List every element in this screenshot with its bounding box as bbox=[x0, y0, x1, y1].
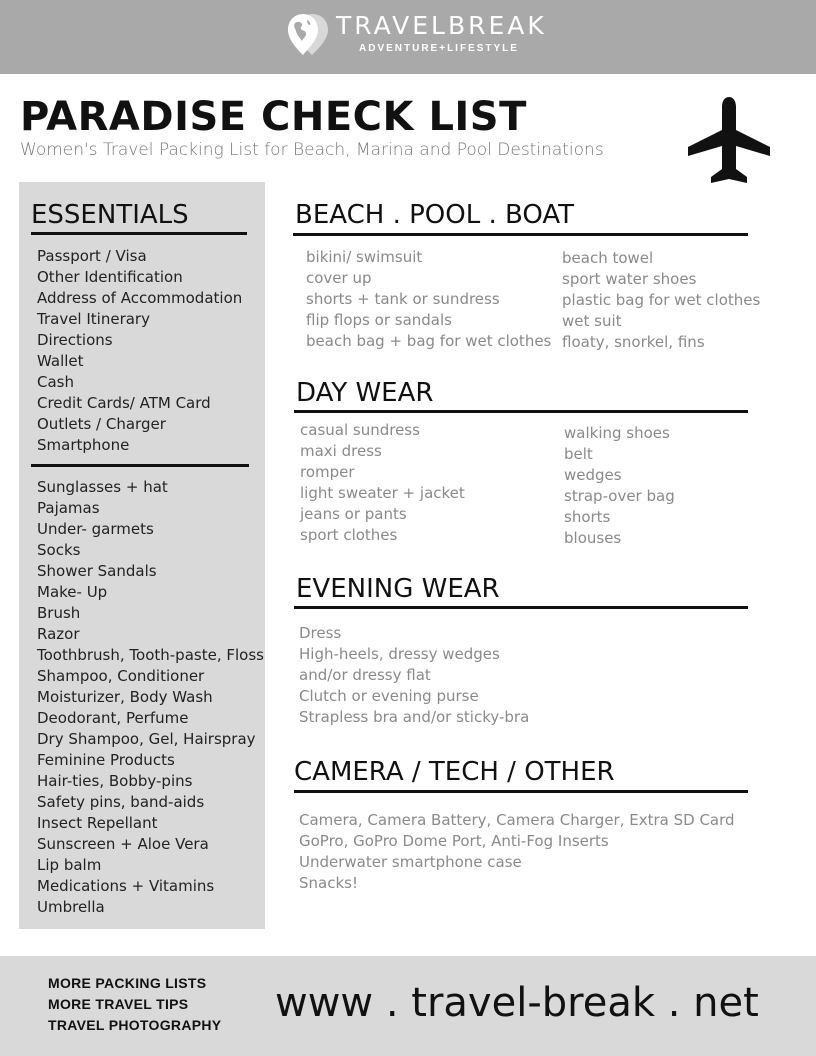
list-item: Camera, Camera Battery, Camera Charger, Extra SD Card bbox=[299, 811, 735, 829]
beach-section-title: BEACH . POOL . BOAT bbox=[295, 200, 575, 230]
location-pin-globe-icon bbox=[287, 12, 329, 56]
list-item: Moisturizer, Body Wash bbox=[37, 688, 213, 706]
list-item: Medications + Vitamins bbox=[37, 877, 215, 895]
list-item: Feminine Products bbox=[37, 751, 175, 769]
camera-tech-section-rule bbox=[294, 790, 748, 793]
list-item: Address of Accommodation bbox=[37, 289, 243, 307]
header-bar bbox=[0, 0, 816, 74]
list-item: Deodorant, Perfume bbox=[37, 709, 189, 727]
airplane-icon bbox=[684, 95, 774, 185]
evening-wear-list bbox=[299, 623, 529, 728]
list-item: Safety pins, band-aids bbox=[37, 793, 205, 811]
list-item: Snacks! bbox=[299, 874, 358, 892]
evening-wear-section-title: EVENING WEAR bbox=[296, 574, 500, 604]
day-wear-section-rule bbox=[294, 410, 748, 413]
list-item: beach bag + bag for wet clothes bbox=[306, 332, 552, 350]
list-item: Socks bbox=[37, 541, 81, 559]
list-item: casual sundress bbox=[300, 421, 420, 439]
list-item: shorts bbox=[564, 508, 611, 526]
list-item: blouses bbox=[564, 529, 622, 547]
list-item: Lip balm bbox=[37, 856, 102, 874]
footer-link-packing-lists[interactable]: MORE PACKING LISTS bbox=[48, 975, 207, 991]
footer-link-travel-photography[interactable]: TRAVEL PHOTOGRAPHY bbox=[48, 1017, 222, 1033]
brand-name: TRAVELBREAK bbox=[336, 11, 547, 40]
list-item: and/or dressy flat bbox=[299, 666, 431, 684]
list-item: Credit Cards/ ATM Card bbox=[37, 394, 211, 412]
list-item: Make- Up bbox=[37, 583, 108, 601]
list-item: belt bbox=[564, 445, 593, 463]
essentials-panel bbox=[19, 182, 265, 929]
list-item: strap-over bag bbox=[564, 487, 675, 505]
list-item: light sweater + jacket bbox=[300, 484, 465, 502]
list-item: Dress bbox=[299, 624, 342, 642]
list-item: maxi dress bbox=[300, 442, 382, 460]
list-item: Sunscreen + Aloe Vera bbox=[37, 835, 209, 853]
list-item: Smartphone bbox=[37, 436, 130, 454]
list-item: Clutch or evening purse bbox=[299, 687, 479, 705]
list-item: jeans or pants bbox=[300, 505, 407, 523]
footer-link-travel-tips[interactable]: MORE TRAVEL TIPS bbox=[48, 996, 189, 1012]
list-item: Other Identification bbox=[37, 268, 183, 286]
page-subtitle: Women's Travel Packing List for Beach, Marina and Pool Destinations bbox=[20, 140, 604, 160]
list-item: Underwater smartphone case bbox=[299, 853, 522, 871]
list-item: Pajamas bbox=[37, 499, 100, 517]
list-item: Cash bbox=[37, 373, 74, 391]
list-item: wet suit bbox=[562, 312, 622, 330]
list-item: beach towel bbox=[562, 249, 654, 267]
list-item: Directions bbox=[37, 331, 113, 349]
list-item: Travel Itinerary bbox=[37, 310, 150, 328]
website-url-link[interactable]: www . travel-break . net bbox=[275, 980, 759, 1026]
list-item: Umbrella bbox=[37, 898, 105, 916]
list-item: flip flops or sandals bbox=[306, 311, 452, 329]
list-item: Shower Sandals bbox=[37, 562, 157, 580]
list-item: romper bbox=[300, 463, 355, 481]
list-item: Razor bbox=[37, 625, 80, 643]
list-item: Dry Shampoo, Gel, Hairspray bbox=[37, 730, 256, 748]
list-item: Strapless bra and/or sticky-bra bbox=[299, 708, 530, 726]
list-item: Sunglasses + hat bbox=[37, 478, 168, 496]
camera-tech-section-title: CAMERA / TECH / OTHER bbox=[294, 757, 615, 787]
day-wear-list-right bbox=[564, 423, 675, 549]
essentials-title-rule bbox=[31, 232, 247, 235]
list-item: Under- garmets bbox=[37, 520, 154, 538]
list-item: wedges bbox=[564, 466, 622, 484]
list-item: cover up bbox=[306, 269, 372, 287]
list-item: sport clothes bbox=[300, 526, 398, 544]
list-item: bikini/ swimsuit bbox=[306, 248, 423, 266]
list-item: plastic bag for wet clothes bbox=[562, 291, 761, 309]
evening-wear-section-rule bbox=[294, 606, 748, 609]
beach-list-right bbox=[562, 248, 760, 353]
list-item: GoPro, GoPro Dome Port, Anti-Fog Inserts bbox=[299, 832, 609, 850]
list-item: Shampoo, Conditioner bbox=[37, 667, 205, 685]
list-item: Outlets / Charger bbox=[37, 415, 166, 433]
footer-links bbox=[48, 973, 221, 1036]
essentials-title: ESSENTIALS bbox=[31, 200, 189, 230]
list-item: Toothbrush, Tooth-paste, Floss bbox=[37, 646, 264, 664]
list-item: Wallet bbox=[37, 352, 84, 370]
page-title: PARADISE CHECK LIST bbox=[20, 94, 527, 140]
list-item: sport water shoes bbox=[562, 270, 697, 288]
essentials-list-primary bbox=[37, 246, 242, 456]
brand-tagline: ADVENTURE+LIFESTYLE bbox=[359, 43, 519, 54]
day-wear-list-left bbox=[300, 420, 465, 546]
list-item: floaty, snorkel, fins bbox=[562, 333, 705, 351]
essentials-divider bbox=[31, 464, 249, 467]
list-item: Hair-ties, Bobby-pins bbox=[37, 772, 193, 790]
list-item: shorts + tank or sundress bbox=[306, 290, 500, 308]
list-item: walking shoes bbox=[564, 424, 670, 442]
list-item: High-heels, dressy wedges bbox=[299, 645, 500, 663]
camera-tech-list bbox=[299, 810, 735, 894]
essentials-list-secondary bbox=[37, 477, 264, 918]
list-item: Insect Repellant bbox=[37, 814, 158, 832]
beach-list-left bbox=[306, 247, 551, 352]
beach-section-rule bbox=[293, 233, 748, 236]
list-item: Brush bbox=[37, 604, 81, 622]
day-wear-section-title: DAY WEAR bbox=[296, 378, 434, 408]
list-item: Passport / Visa bbox=[37, 247, 147, 265]
